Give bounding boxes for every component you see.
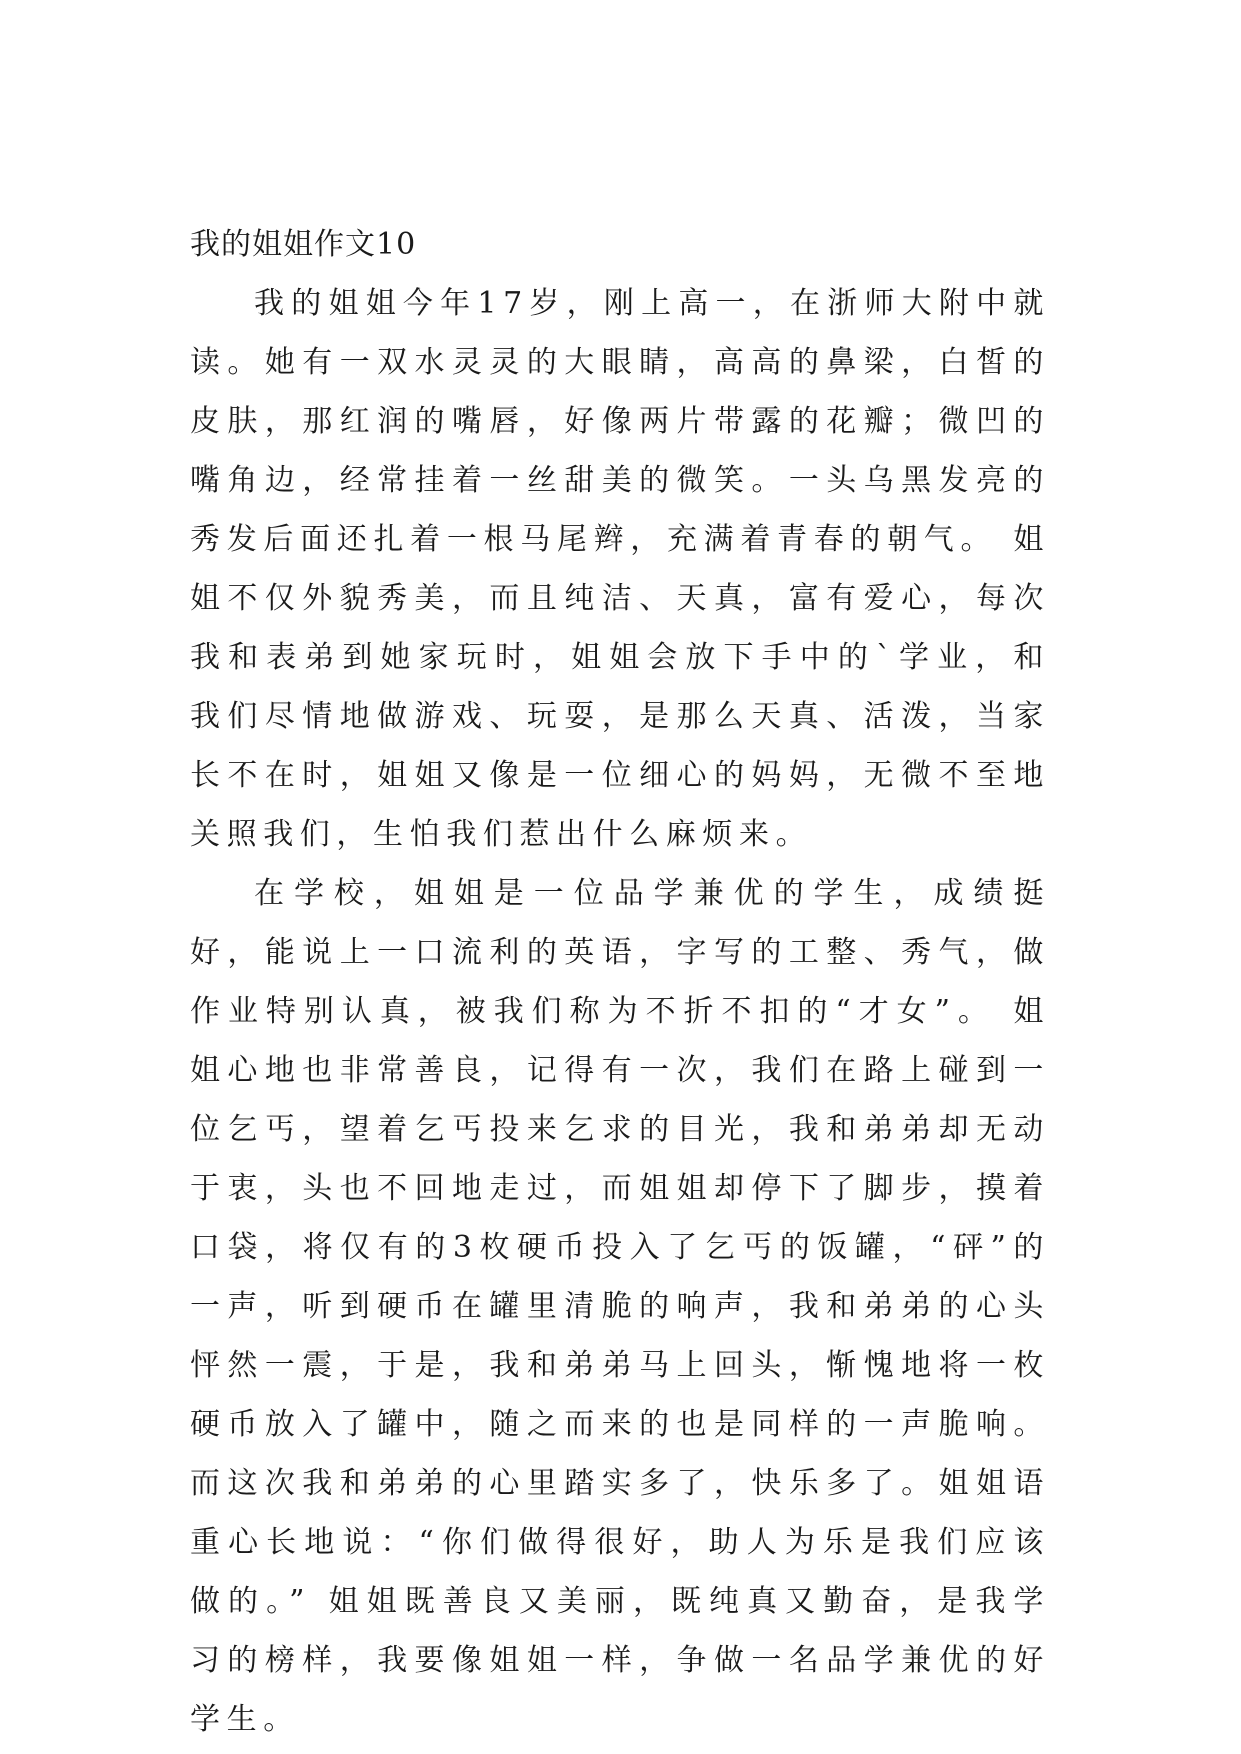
essay-paragraph-2: 在学校，姐姐是一位品学兼优的学生，成绩挺好，能说上一口流利的英语，字写的工整、秀气，做作业特别认真，被我们称为不折不扣的“才女”。 姐姐心地也非常善良，记得有一次，我们在路上碰到一位乞丐，望着乞丐投来乞求的目光，我和弟弟却无动于衷，头也不回地走过，而姐姐却停下了脚步，摸着口袋，将仅有的3枚硬币投入了乞丐的饭罐，“砰”的一声，听到硬币在罐里清脆的响声，我和弟弟的心头怦然一震，于是，我和弟弟马上回头，惭愧地将一枚硬币放入了罐中，随之而来的也是同样的一声脆响。而这次我和弟弟的心里踏实多了，快乐多了。姐姐语重心长地说：“你们做得很好，助人为乐是我们应该做的。” 姐姐既善良又美丽，既纯真又勤奋，是我学习的榜样，我要像姐姐一样，争做一名品学兼优的好学生。 bbox=[190, 876, 1050, 1737]
essay-title: 我的姐姐作文10 bbox=[190, 227, 417, 262]
essay-paragraph-1: 我的姐姐今年17岁，刚上高一，在浙师大附中就读。她有一双水灵灵的大眼睛，高高的鼻梁，白皙的皮肤，那红润的嘴唇，好像两片带露的花瓣；微凹的嘴角边，经常挂着一丝甜美的微笑。一头乌黑发亮的秀发后面还扎着一根马尾辫，充满着青春的朝气。 姐姐不仅外貌秀美，而且纯洁、天真，富有爱心，每次我和表弟到她家玩时，姐姐会放下手中的`学业，和我们尽情地做游戏、玩耍，是那么天真、活泼，当家长不在时，姐姐又像是一位细心的妈妈，无微不至地关照我们，生怕我们惹出什么麻烦来。 bbox=[190, 286, 1050, 852]
document-body bbox=[190, 215, 1050, 1749]
